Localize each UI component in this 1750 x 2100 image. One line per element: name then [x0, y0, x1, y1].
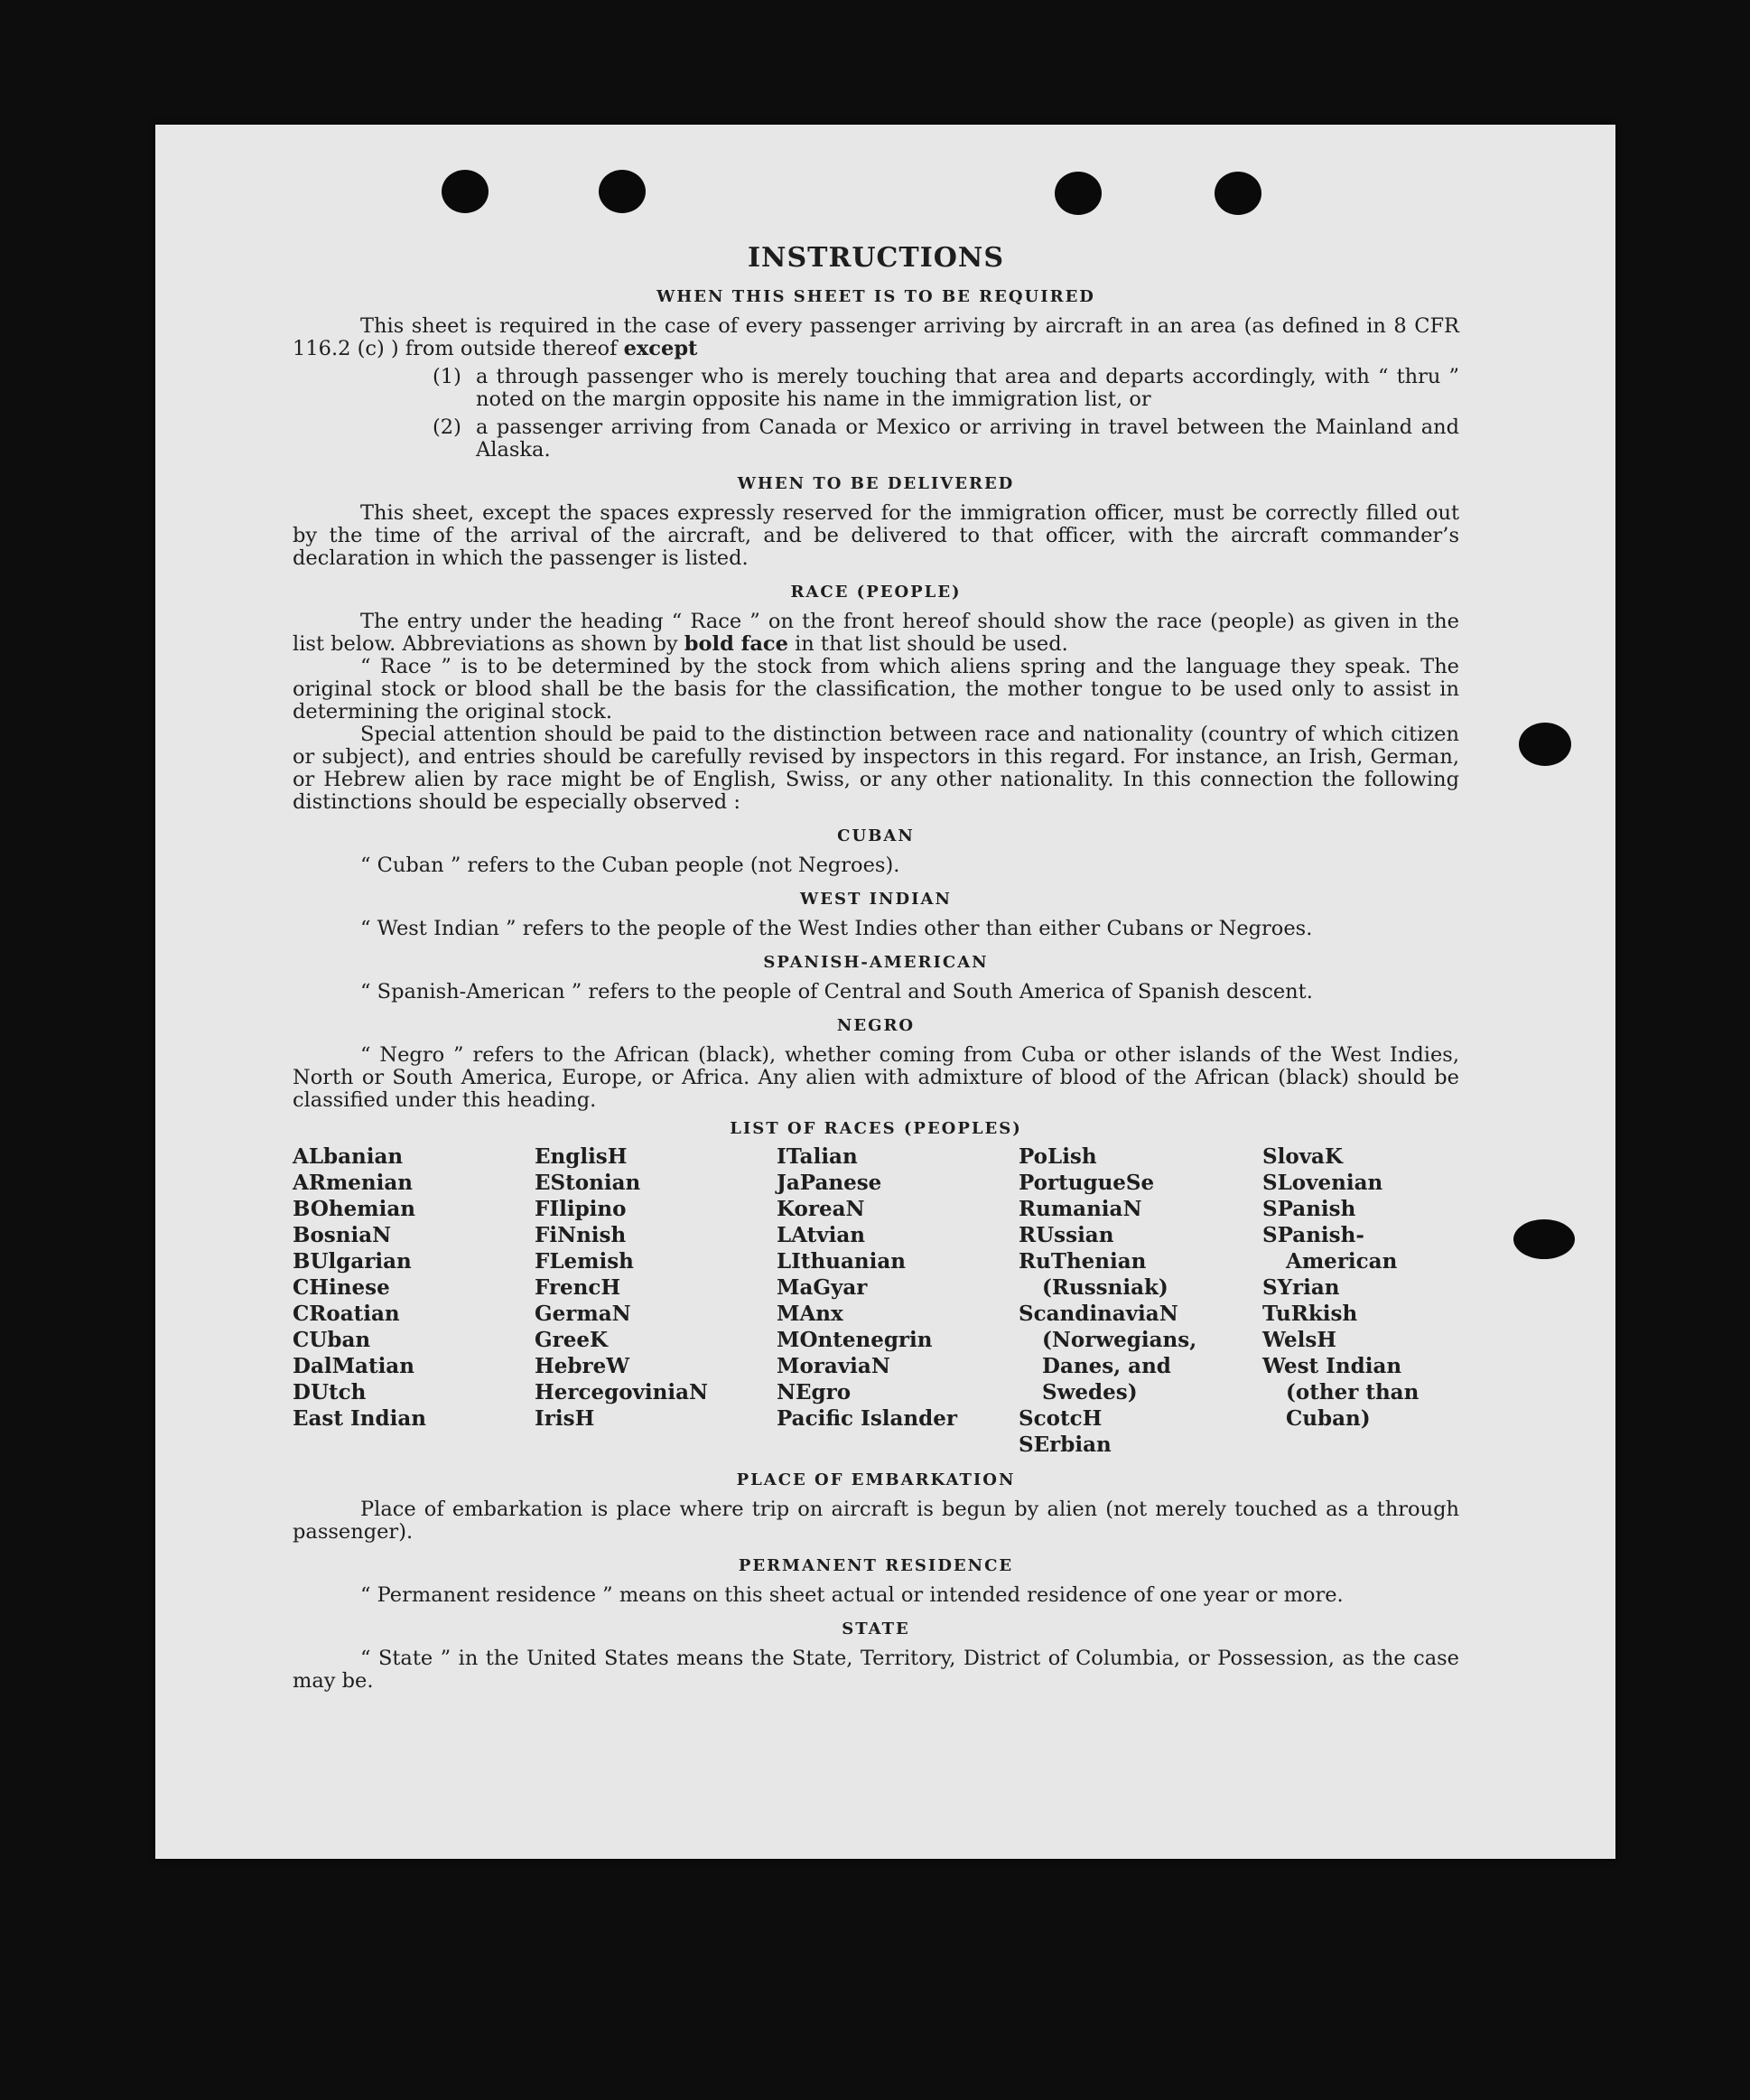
- race-entry: ALbanian: [293, 1144, 404, 1169]
- section-heading-negro: NEGRO: [836, 1016, 916, 1035]
- race-entry: CRoatian: [293, 1302, 400, 1326]
- race-entry: ITalian: [777, 1144, 858, 1169]
- race-entry: SErbian: [1019, 1433, 1112, 1457]
- when-required-intro: This sheet is required in the case of every passenger arriving by aircraft in an area (as defined in 8 CFR 116.2 (c) ) from outside thereof: [293, 314, 1459, 360]
- race-entry: HercegoviniaN: [535, 1380, 709, 1405]
- race-entry: TuRkish: [1262, 1302, 1358, 1326]
- item-text: a passenger arriving from Canada or Mexico or arriving in travel between the Mainland and Alaska.: [476, 415, 1459, 462]
- race-entry: SPanish: [1262, 1197, 1356, 1221]
- races-column: [535, 1143, 777, 1458]
- race-entry: EStonian: [535, 1171, 641, 1195]
- race-entry: SlovaK: [1262, 1144, 1343, 1169]
- race-entry: East Indian: [293, 1406, 426, 1431]
- race-entry: FiNnish: [535, 1223, 627, 1247]
- race-entry: SPanish-American: [1262, 1223, 1398, 1274]
- when-required-paragraph: [293, 315, 1459, 360]
- punch-hole: [1215, 172, 1261, 215]
- state-paragraph: “ State ” in the United States means the State, Territory, District of Columbia, or Possession, as the case may be.: [293, 1647, 1459, 1693]
- race-entry: IrisH: [535, 1406, 595, 1431]
- race-entry: HebreW: [535, 1354, 630, 1378]
- race-entry: RumaniaN: [1019, 1197, 1142, 1221]
- race-entry: CHinese: [293, 1275, 390, 1300]
- race-entry: ScandinaviaN (Norwegians, Danes, and Swedes): [1019, 1302, 1197, 1405]
- race-p1-text-end: in that list should be used.: [795, 632, 1068, 656]
- race-paragraph-1: [293, 611, 1459, 656]
- negro-paragraph: “ Negro ” refers to the African (black), whether coming from Cuba or other islands of the West Indies, North or South America, Europe, or Africa. Any alien with admixture of blood of the African (black) should be classified under this heading.: [293, 1043, 1459, 1112]
- race-entry: BUlgarian: [293, 1249, 412, 1274]
- punch-hole: [599, 170, 646, 213]
- item-text: a through passenger who is merely touching that area and departs accordingly, with “ thru ” noted on the margin opposite his name in the immigration list, or: [476, 365, 1459, 411]
- race-entry: LIthuanian: [777, 1249, 906, 1274]
- section-heading-when-delivered: WHEN TO BE DELIVERED: [737, 474, 1015, 493]
- punch-hole: [442, 170, 489, 213]
- section-heading-when-required: WHEN THIS SHEET IS TO BE REQUIRED: [656, 287, 1095, 306]
- race-entry: ScotcH: [1019, 1406, 1103, 1431]
- race-entry: CUban: [293, 1328, 371, 1352]
- spanish-american-paragraph: “ Spanish-American ” refers to the people of Central and South America of Spanish descent.: [360, 980, 1313, 1003]
- bold-face-text: bold face: [684, 632, 788, 656]
- race-entry: MoraviaN: [777, 1354, 890, 1378]
- race-entry: PoLish: [1019, 1144, 1097, 1169]
- race-entry: SYrian: [1262, 1275, 1340, 1300]
- race-entry: Pacific Islander: [777, 1406, 957, 1431]
- section-heading-residence: PERMANENT RESIDENCE: [738, 1556, 1014, 1575]
- race-entry: PortugueSe: [1019, 1171, 1155, 1195]
- races-column: [293, 1143, 535, 1458]
- races-column: [1019, 1143, 1262, 1458]
- document-sheet: [155, 125, 1615, 1859]
- section-heading-west-indian: WEST INDIAN: [800, 890, 952, 909]
- race-entry: ARmenian: [293, 1171, 414, 1195]
- races-list: [293, 1143, 1459, 1458]
- race-entry: FrencH: [535, 1275, 621, 1300]
- residence-paragraph: “ Permanent residence ” means on this sheet actual or intended residence of one year or more.: [360, 1583, 1344, 1607]
- race-entry: RuThenian (Russniak): [1019, 1249, 1168, 1300]
- race-entry: FIlipino: [535, 1197, 627, 1221]
- race-entry: WelsH: [1262, 1328, 1337, 1352]
- section-heading-spanish-american: SPANISH-AMERICAN: [763, 953, 989, 972]
- race-paragraph-2: “ Race ” is to be determined by the stock from which aliens spring and the language they speak. The original stock or blood shall be the basis for the classification, the mother tongue to be used only to assist in determining the original stock.: [293, 655, 1459, 723]
- section-heading-state: STATE: [842, 1619, 910, 1638]
- race-entry: EnglisH: [535, 1144, 628, 1169]
- race-entry: KoreaN: [777, 1197, 865, 1221]
- section-heading-cuban: CUBAN: [837, 826, 915, 845]
- race-entry: West Indian (other than Cuban): [1262, 1354, 1420, 1431]
- race-entry: NEgro: [777, 1380, 852, 1405]
- cuban-paragraph: “ Cuban ” refers to the Cuban people (not Negroes).: [360, 854, 900, 877]
- race-entry: MaGyar: [777, 1275, 868, 1300]
- race-entry: SLovenian: [1262, 1171, 1383, 1195]
- instructions-body: [293, 242, 1459, 1693]
- race-p1-text: The entry under the heading “ Race ” on the front hereof should show the race (people) as given in the list below. Abbreviations as shown by: [293, 610, 1459, 656]
- race-entry: LAtvian: [777, 1223, 865, 1247]
- races-column: [777, 1143, 1019, 1458]
- when-delivered-paragraph: This sheet, except the spaces expressly reserved for the immigration officer, must be correctly filled out by the time of the arrival of the aircraft, and be delivered to that officer, with the aircraft commander’s declaration in which the passenger is listed.: [293, 501, 1459, 570]
- embarkation-paragraph: Place of embarkation is place where trip on aircraft is begun by alien (not merely touched as a through passenger).: [293, 1498, 1459, 1544]
- race-entry: BosniaN: [293, 1223, 392, 1247]
- exception-item: [433, 366, 1459, 411]
- race-entry: BOhemian: [293, 1197, 415, 1221]
- race-entry: MAnx: [777, 1302, 843, 1326]
- race-entry: RUssian: [1019, 1223, 1114, 1247]
- exception-item: [433, 416, 1459, 462]
- item-number: (1): [433, 365, 461, 388]
- race-entry: FLemish: [535, 1249, 634, 1274]
- west-indian-paragraph: “ West Indian ” refers to the people of the West Indies other than either Cubans or Negroes.: [360, 917, 1313, 940]
- races-column: [1262, 1143, 1459, 1458]
- except-text: except: [623, 337, 698, 360]
- punch-hole: [1055, 172, 1102, 215]
- race-entry: DalMatian: [293, 1354, 414, 1378]
- item-number: (2): [433, 415, 461, 439]
- section-heading-embarkation: PLACE OF EMBARKATION: [736, 1470, 1016, 1489]
- punch-hole: [1513, 1219, 1575, 1259]
- race-entry: DUtch: [293, 1380, 367, 1405]
- race-entry: GermaN: [535, 1302, 631, 1326]
- race-paragraph-3: Special attention should be paid to the distinction between race and nationality (country of which citizen or subject), and entries should be carefully revised by inspectors in this regard. For instance, an Irish, German, or Hebrew alien by race might be of English, Swiss, or any other nationality. In this connection the following distinctions should be especially observed :: [293, 723, 1459, 814]
- section-heading-list-of-races: LIST OF RACES (PEOPLES): [730, 1119, 1022, 1138]
- page-title: INSTRUCTIONS: [748, 242, 1004, 274]
- race-entry: GreeK: [535, 1328, 609, 1352]
- section-heading-race: RACE (PEOPLE): [790, 583, 962, 602]
- punch-hole: [1519, 723, 1571, 766]
- race-entry: JaPanese: [777, 1171, 882, 1195]
- race-entry: MOntenegrin: [777, 1328, 933, 1352]
